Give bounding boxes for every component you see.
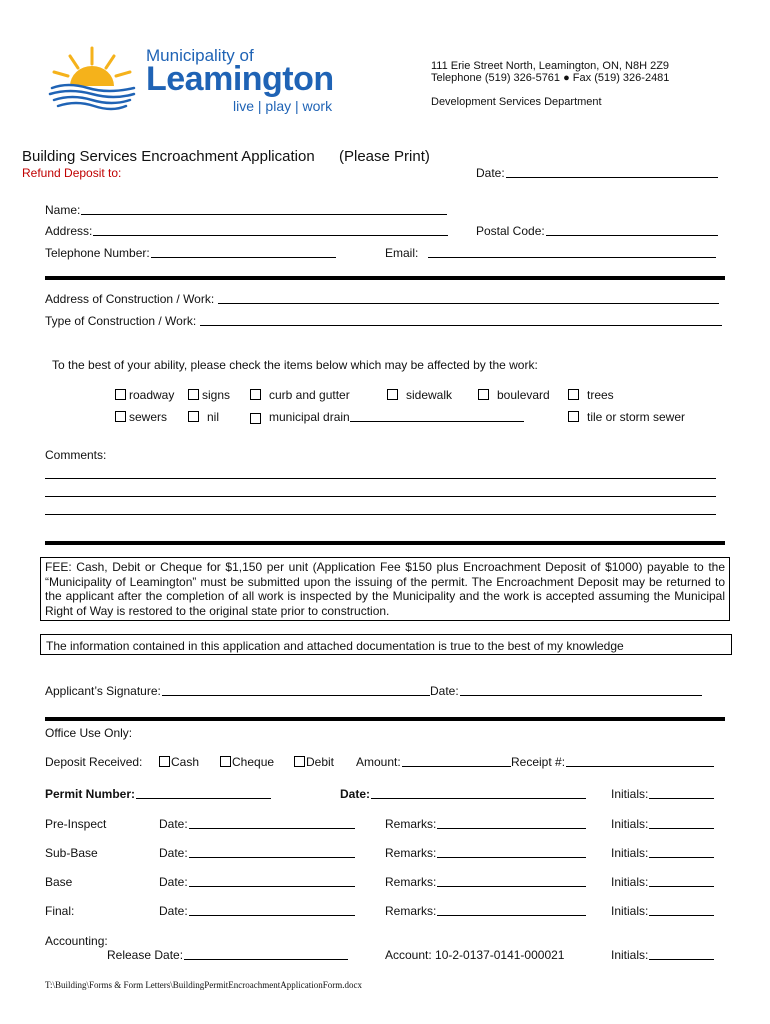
drain-label: municipal drain: [269, 410, 350, 424]
checkbox-sewers[interactable]: [115, 410, 167, 424]
email-field[interactable]: [385, 246, 716, 260]
inspection-stage-label: Final:: [45, 904, 75, 918]
inspection-date-field[interactable]: [159, 817, 355, 831]
comment-line[interactable]: [45, 478, 716, 479]
sun-wave-logo-icon: [48, 42, 138, 117]
inspection-initials-field[interactable]: [611, 875, 714, 889]
fee-text: FEE: Cash, Debit or Cheque for $1,150 per unit (Application Fee $150 plus Encroachment Deposit of $1000) payable to the “Municipality of Leamington” must be submitted upon the issuing of the permit. The Encroachment Deposit may be returned to the applicant after the completion of all work is inspected by the Municipality and the work is accepted assuming the Municipal Right of Way is restored to the original state prior to construction.: [45, 560, 725, 618]
construction-address-label: Address of Construction / Work:: [45, 292, 215, 306]
header-department: Development Services Department: [431, 96, 602, 108]
inspection-remarks-field[interactable]: [385, 817, 586, 831]
section-divider: [45, 276, 725, 280]
checkbox-boulevard[interactable]: [478, 388, 550, 402]
logo: [48, 40, 368, 120]
nil-label: nil: [207, 410, 220, 424]
receipt-field[interactable]: [511, 755, 714, 769]
affected-prompt: To the best of your ability, please check the items below which may be affected by the work:: [52, 358, 538, 372]
permit-initials-field[interactable]: [611, 787, 714, 801]
declaration-box: [40, 634, 732, 655]
logo-tagline: live | play | work: [233, 98, 333, 114]
construction-type-field[interactable]: [45, 314, 722, 328]
roadway-label: roadway: [129, 388, 175, 402]
checkbox-cash[interactable]: [159, 755, 199, 769]
construction-address-field[interactable]: [45, 292, 719, 306]
checkbox-cheque[interactable]: [220, 755, 274, 769]
sidewalk-label: sidewalk: [406, 388, 453, 402]
header-phone: Telephone (519) 326-5761 ● Fax (519) 326-2481: [431, 72, 670, 84]
comments-label: Comments:: [45, 448, 107, 462]
checkbox-signs[interactable]: [188, 388, 230, 402]
inspection-stage-label: Pre-Inspect: [45, 817, 107, 831]
amount-field[interactable]: [356, 755, 511, 769]
postal-label: Postal Code:: [476, 224, 545, 238]
remarks-label: Remarks:: [385, 817, 437, 831]
permit-number-field[interactable]: [45, 787, 271, 801]
release-date-field[interactable]: [107, 948, 348, 962]
initials-label: Initials:: [611, 787, 649, 801]
signature-label: Applicant’s Signature:: [45, 684, 161, 698]
inspection-date-field[interactable]: [159, 846, 355, 860]
account-number: Account: 10-2-0137-0141-000021: [385, 948, 565, 962]
signs-label: signs: [202, 388, 231, 402]
office-use-title: Office Use Only:: [45, 726, 133, 740]
name-label: Name:: [45, 203, 81, 217]
construction-type-label: Type of Construction / Work:: [45, 314, 197, 328]
email-label: Email:: [385, 246, 419, 260]
accounting-initials-field[interactable]: [611, 948, 714, 962]
checkbox-nil[interactable]: [188, 410, 219, 424]
checkbox-roadway[interactable]: [115, 388, 174, 402]
initials-label: Initials:: [611, 817, 649, 831]
inspection-remarks-field[interactable]: [385, 875, 586, 889]
date-field[interactable]: [476, 166, 718, 180]
address-label: Address:: [45, 224, 93, 238]
remarks-label: Remarks:: [385, 846, 437, 860]
section-divider: [45, 717, 725, 721]
form-title: Building Services Encroachment Application: [22, 148, 315, 165]
applicant-signature-field[interactable]: [45, 684, 430, 698]
date-label: Date:: [476, 166, 505, 180]
postal-code-field[interactable]: [476, 224, 718, 238]
date-label: Date:: [159, 817, 188, 831]
checkbox-municipal-drain[interactable]: [250, 410, 524, 424]
inspection-stage-label: Sub-Base: [45, 846, 98, 860]
telephone-field[interactable]: [45, 246, 336, 260]
logo-top-text: Municipality of: [146, 46, 254, 65]
debit-label: Debit: [306, 755, 335, 769]
boulevard-label: boulevard: [497, 388, 550, 402]
initials-label: Initials:: [611, 904, 649, 918]
accounting-label: Accounting:: [45, 934, 108, 948]
inspection-initials-field[interactable]: [611, 817, 714, 831]
permit-date-field[interactable]: [340, 787, 586, 801]
curb-label: curb and gutter: [269, 388, 350, 402]
initials-label: Initials:: [611, 875, 649, 889]
cheque-label: Cheque: [232, 755, 275, 769]
declaration-text: The information contained in this application and attached documentation is true to the best of my knowledge: [46, 639, 624, 653]
cash-label: Cash: [171, 755, 200, 769]
date-label: Date:: [159, 846, 188, 860]
deposit-received-label: Deposit Received:: [45, 755, 143, 769]
signature-date-label: Date:: [430, 684, 459, 698]
checkbox-tile-storm-sewer[interactable]: [568, 410, 685, 424]
remarks-label: Remarks:: [385, 875, 437, 889]
amount-label: Amount:: [356, 755, 401, 769]
please-print: (Please Print): [339, 148, 430, 165]
footer-file-path: T:\Building\Forms & Form Letters\BuildingPermitEncroachmentApplicationForm.docx: [45, 980, 363, 990]
remarks-label: Remarks:: [385, 904, 437, 918]
inspection-date-field[interactable]: [159, 875, 355, 889]
fee-box: [40, 557, 730, 621]
inspection-date-field[interactable]: [159, 904, 355, 918]
inspection-initials-field[interactable]: [611, 904, 714, 918]
name-field[interactable]: [45, 203, 447, 217]
inspection-remarks-field[interactable]: [385, 846, 586, 860]
telephone-label: Telephone Number:: [45, 246, 150, 260]
sewers-label: sewers: [129, 410, 168, 424]
initials-label: Initials:: [611, 846, 649, 860]
trees-label: trees: [587, 388, 614, 402]
permit-date-label: Date:: [340, 787, 371, 801]
section-divider: [45, 541, 725, 545]
inspection-remarks-field[interactable]: [385, 904, 586, 918]
refund-deposit-label: Refund Deposit to:: [22, 166, 122, 180]
receipt-label: Receipt #:: [511, 755, 566, 769]
release-date-label: Release Date:: [107, 948, 184, 962]
initials-label: Initials:: [611, 948, 649, 962]
date-label: Date:: [159, 904, 188, 918]
signature-date-field[interactable]: [430, 684, 702, 698]
header-address: 111 Erie Street North, Leamington, ON, N8H 2Z9: [431, 60, 670, 72]
checkbox-trees[interactable]: [568, 388, 614, 402]
address-field[interactable]: [45, 224, 448, 238]
checkbox-sidewalk[interactable]: [387, 388, 452, 402]
checkbox-debit[interactable]: [294, 755, 334, 769]
inspection-stage-label: Base: [45, 875, 73, 889]
checkbox-curb-and-gutter[interactable]: [250, 388, 350, 402]
permit-number-label: Permit Number:: [45, 787, 136, 801]
logo-name-text: Leamington: [146, 60, 334, 98]
comment-line[interactable]: [45, 514, 716, 515]
date-label: Date:: [159, 875, 188, 889]
comment-line[interactable]: [45, 496, 716, 497]
inspection-initials-field[interactable]: [611, 846, 714, 860]
tile-label: tile or storm sewer: [587, 410, 686, 424]
